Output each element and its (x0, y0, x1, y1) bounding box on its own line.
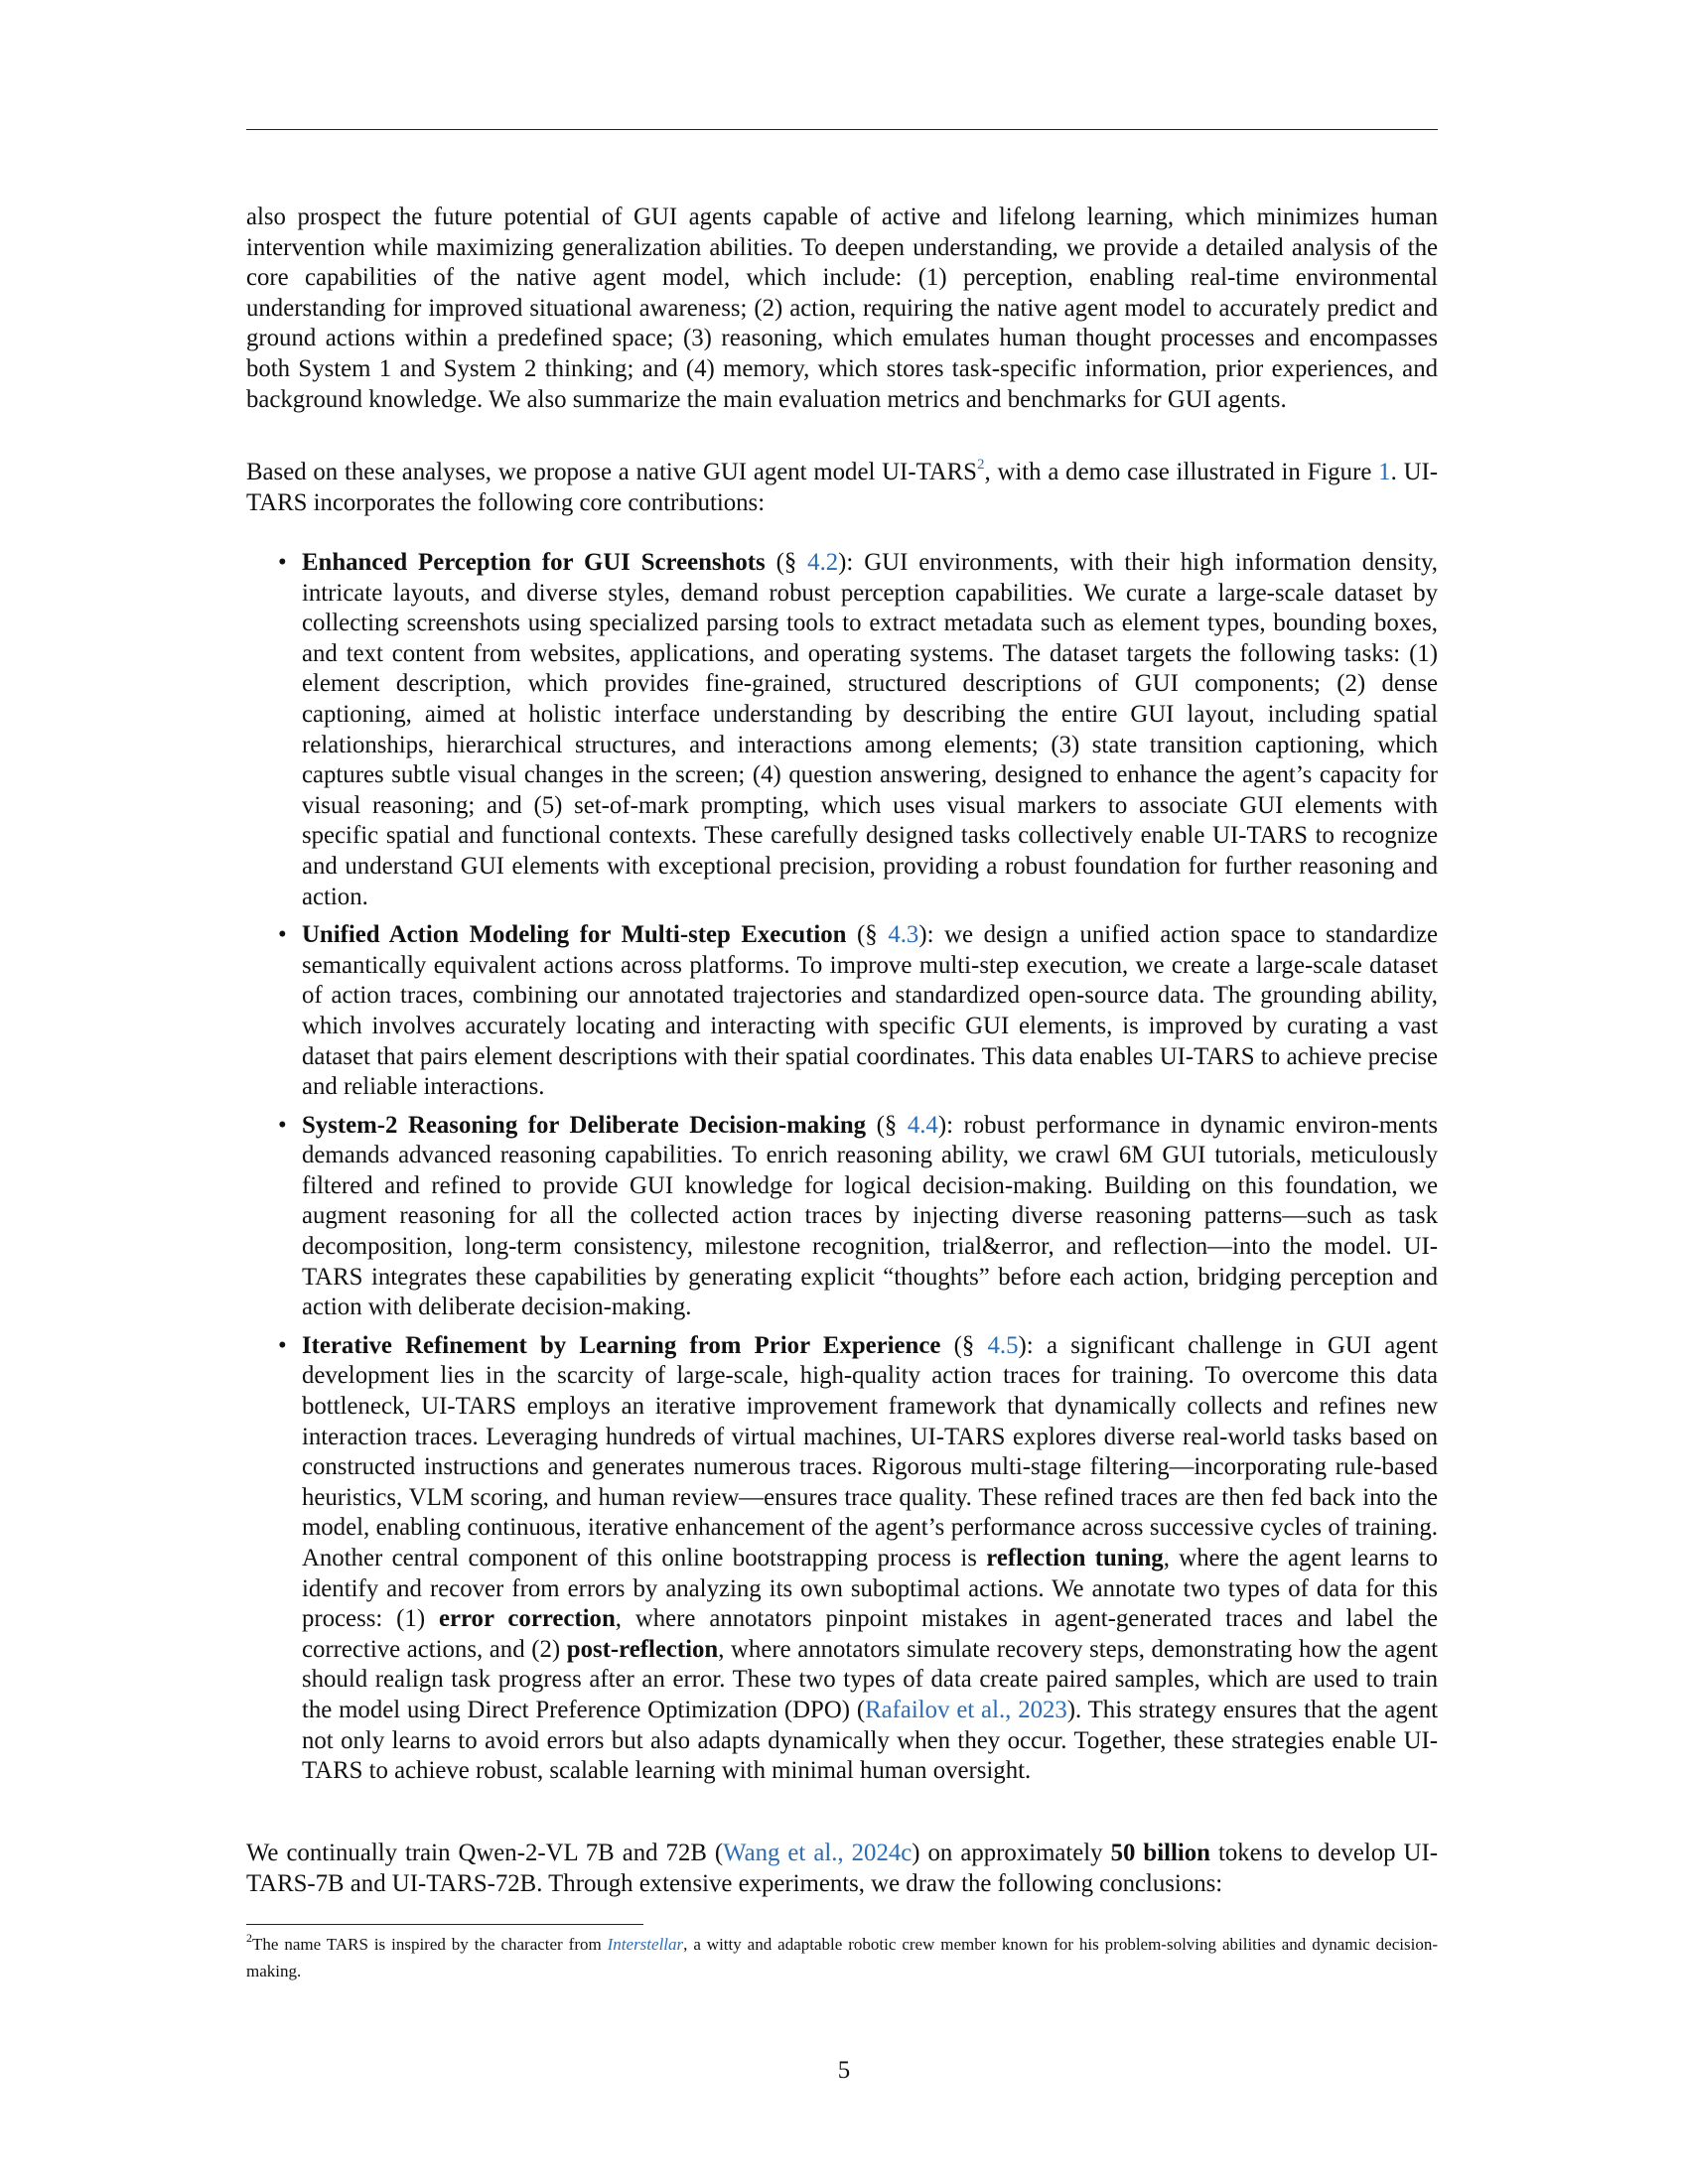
paragraph-training: We continually train Qwen-2-VL 7B and 72B (Wang et al., 2024c) on approximately 50 billion tokens to develop UI-TARS-7B and UI-TARS-72B. Through extensive experiments, we draw the following conclusions: (246, 1840, 1438, 1897)
bold-term: error correction (438, 1605, 616, 1633)
section-ref[interactable]: 4.4 (907, 1111, 938, 1139)
section-ref[interactable]: 4.2 (807, 549, 839, 576)
header-rule (246, 129, 1438, 130)
contribution-title: Enhanced Perception for GUI Screenshots (302, 549, 766, 576)
footnote-mark: 2 (246, 1931, 252, 1946)
bold-term: post-reflection (566, 1635, 719, 1663)
contribution-title: Iterative Refinement by Learning from Prior Experience (302, 1331, 941, 1359)
bold-term: reflection tuning (986, 1545, 1164, 1571)
paragraph-proposal: Based on these analyses, we propose a native GUI agent model UI-TARS$^2$, with a demo case illustrated in Figure 1. UI-TARS incorporates the following core contributions: (246, 456, 1438, 516)
bullet: • (278, 1111, 287, 1139)
contribution-perception: • Enhanced Perception for GUI Screenshots (§ 4.2): GUI environments, with their high information density, intricate layouts, and diverse styles, demand robust perception capabilities. We curate a large-scale dataset by collecting screenshots using specialized parsing tools to extract metadata such as element types, bounding boxes, and text content from websites, applications, and operating systems. The dataset targets the following tasks: (1) element description, which provides fine-grained, structured descriptions of GUI components; (2) dense captioning, aimed at holistic interface understanding by describing the entire GUI layout, including spatial relationships, hierarchical structures, and interactions among elements; (3) state transition captioning, which captures subtle visual changes in the screen; (4) question answering, designed to enhance the agent’s capacity for visual reasoning; and (5) set-of-mark prompting, which uses visual markers to associate GUI elements with specific spatial and functional contexts. These carefully designed tasks collectively enable UI-TARS to recognize and understand GUI elements with exceptional precision, providing a robust foundation for further reasoning and action. (278, 549, 1438, 910)
contribution-body: we design a unified action space to standardize semantically equivalent actions across platforms. To improve multi-step execution, we create a large-scale dataset of action traces, combining our annotated trajectories and standardized open-source data. The grounding ability, which involves accurately locating and interacting with specific GUI elements, is improved by curating a vast dataset that pairs element descriptions with their spatial coordinates. This data enables UI-TARS to achieve precise and reliable interactions. (302, 921, 1438, 1101)
bullet: • (278, 549, 287, 576)
bullet: • (278, 921, 287, 949)
bold-term: 50 billion (1110, 1840, 1210, 1866)
contribution-title: Unified Action Modeling for Multi-step Execution (302, 921, 847, 949)
page-number: 5 (837, 2057, 851, 2084)
footnote-rule (246, 1924, 643, 1925)
contributions-list (246, 548, 1438, 1795)
section-ref[interactable]: 4.3 (888, 921, 919, 949)
bullet: • (278, 1331, 287, 1359)
section-ref[interactable]: 4.5 (987, 1331, 1019, 1359)
contribution-reasoning: • System-2 Reasoning for Deliberate Decision-making (§ 4.4): robust performance in dynamic environ-ments demands advanced reasoning capabilities. To enrich reasoning ability, we crawl 6M GUI tutorials, meticulously filtered and refined to provide GUI knowledge for logical decision-making. Building on this foundation, we augment reasoning for all the collected action traces by injecting diverse reasoning patterns—such as task decomposition, long-term consistency, milestone recognition, trial&error, and reflection—into the model. UI-TARS integrates these capabilities by generating explicit “thoughts” before each action, bridging perception and action with deliberate decision-making. (278, 1111, 1438, 1321)
footnote: $^2$The name TARS is inspired by the character from Interstellar, a witty and adaptable robotic crew member known for his problem-solving abilities and dynamic decision-making. (246, 1931, 1438, 1980)
citation-link[interactable]: Rafailov et al., 2023 (865, 1696, 1067, 1723)
film-link[interactable]: Interstellar (607, 1935, 684, 1954)
footnote-ref[interactable]: 2 (976, 456, 985, 473)
paragraph-intro: also prospect the future potential of GUI agents capable of active and lifelong learning, which minimizes human intervention while maximizing generalization abilities. To deepen understanding, we provide a detailed analysis of the core capabilities of the native agent model, which include: (1) perception, enabling real-time environmental understanding for improved situational awareness; (2) action, requiring the native agent model to accurately predict and ground actions within a predefined space; (3) reasoning, which emulates human thought processes and encompasses both System 1 and System 2 thinking; and (4) memory, which stores task-specific information, prior experiences, and background knowledge. We also summarize the main evaluation metrics and benchmarks for GUI agents. (246, 204, 1438, 413)
citation-link[interactable]: Wang et al., 2024c (723, 1840, 913, 1866)
contribution-body: GUI environments, with their high information density, intricate layouts, and diverse styles, demand robust perception capabilities. We curate a large-scale dataset by collecting screenshots using specialized parsing tools to extract metadata such as element types, bounding boxes, and text content from websites, applications, and operating systems. The dataset targets the following tasks: (1) element description, which provides fine-grained, structured descriptions of GUI components; (2) dense captioning, aimed at holistic interface understanding by describing the entire GUI layout, including spatial relationships, hierarchical structures, and interactions among elements; (3) state transition captioning, which captures subtle visual changes in the screen; (4) question answering, designed to enhance the agent’s capacity for visual reasoning; and (5) set-of-mark prompting, which uses visual markers to associate GUI elements with specific spatial and functional contexts. These carefully designed tasks collectively enable UI-TARS to recognize and understand GUI elements with exceptional precision, providing a robust foundation for further reasoning and action. (302, 549, 1438, 910)
contribution-refinement: • Iterative Refinement by Learning from Prior Experience (§ 4.5): a significant challenge in GUI agent development lies in the scarcity of large-scale, high-quality action traces for training. To overcome this data bottleneck, UI-TARS employs an iterative improvement framework that dynamically collects and refines new interaction traces. Leveraging hundreds of virtual machines, UI-TARS explores diverse real-world tasks based on constructed instructions and generates numerous traces. Rigorous multi-stage filtering—incorporating rule-based heuristics, VLM scoring, and human review—ensures trace quality. These refined traces are then fed back into the model, enabling continuous, iterative enhancement of the agent’s performance across successive cycles of training. Another central component of this online bootstrapping process is reflection tuning, where the agent learns to identify and recover from errors by analyzing its own suboptimal actions. We annotate two types of data for this process: (1) error correction, where annotators pinpoint mistakes in agent-generated traces and label the corrective actions, and (2) post-reflection, where annotators simulate recovery steps, demonstrating how the agent should realign task progress after an error. These two types of data create paired samples, which are used to train the model using Direct Preference Optimization (DPO) (Rafailov et al., 2023). This strategy ensures that the agent not only learns to avoid errors but also adapts dynamically when they occur. Together, these strategies enable UI-TARS to achieve robust, scalable learning with minimal human oversight. (278, 1331, 1439, 1785)
contribution-body: robust performance in dynamic environ-ments demands advanced reasoning capabilities. To enrich reasoning ability, we crawl 6M GUI tutorials, meticulously filtered and refined to provide GUI knowledge for logical decision-making. Building on this foundation, we augment reasoning for all the collected action traces by injecting diverse reasoning patterns—such as task decomposition, long-term consistency, milestone recognition, trial&error, and reflection—into the model. UI-TARS integrates these capabilities by generating explicit “thoughts” before each action, bridging perception and action with deliberate decision-making. (302, 1111, 1438, 1321)
figure-ref[interactable]: 1 (1378, 459, 1391, 485)
contribution-action: • Unified Action Modeling for Multi-step Execution (§ 4.3): we design a unified action space to standardize semantically equivalent actions across platforms. To improve multi-step execution, we create a large-scale dataset of action traces, combining our annotated trajectories and standardized open-source data. The grounding ability, which involves accurately locating and interacting with specific GUI elements, is improved by curating a vast dataset that pairs element descriptions with their spatial coordinates. This data enables UI-TARS to achieve precise and reliable interactions. (278, 921, 1438, 1101)
contribution-title: System-2 Reasoning for Deliberate Decision-making (302, 1111, 867, 1139)
